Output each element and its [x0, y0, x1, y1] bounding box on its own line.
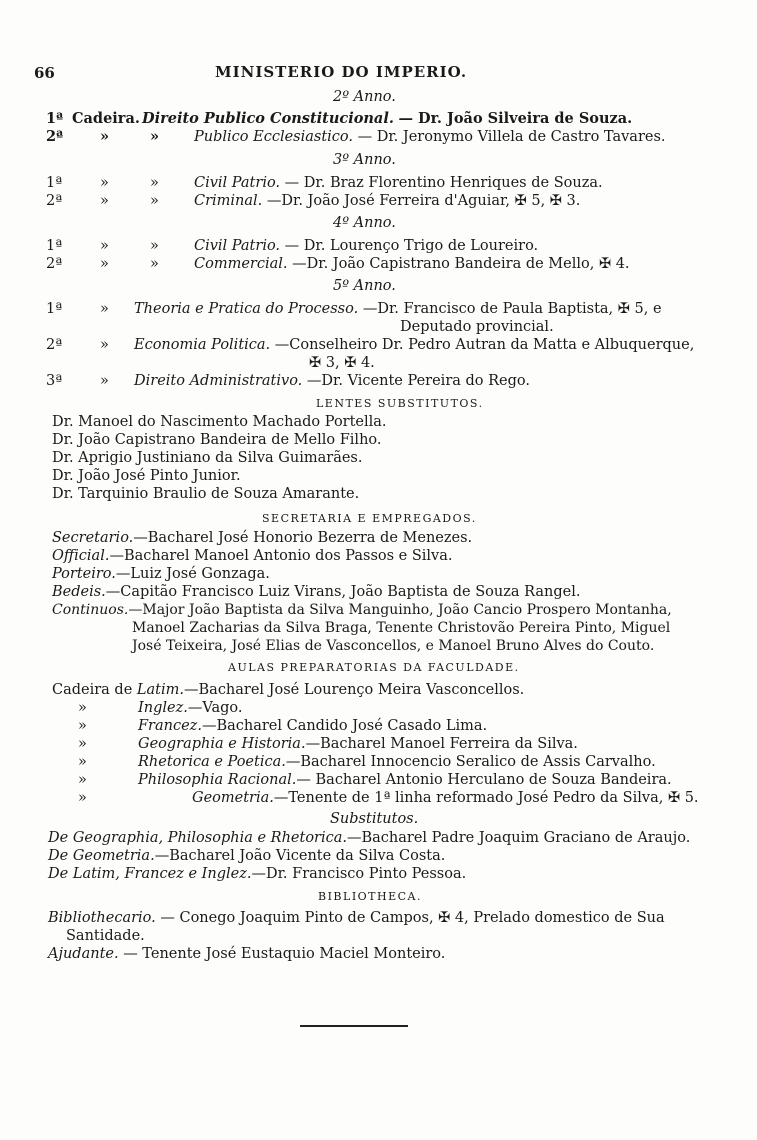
entry-text: —Capitão Francisco Luiz Virans, João Baptista de Souza Rangel.	[105, 584, 581, 600]
entry-text: —Dr. Francisco de Paula Baptista, ✠ 5, e	[362, 301, 662, 317]
subject: Direito Administrativo.	[134, 373, 303, 389]
row-col1: »	[100, 301, 109, 317]
list-item: Dr. João José Pinto Junior.	[52, 468, 241, 484]
subject: Economia Politica.	[134, 337, 271, 353]
row-ord: 2ª	[46, 256, 63, 272]
entry-text: — Bacharel Antonio Herculano de Souza Bandeira.	[296, 772, 672, 788]
entry-text: —Bacharel Manoel Ferreira da Silva.	[305, 736, 578, 752]
subject: Criminal.	[194, 193, 263, 209]
row-col2: »	[150, 256, 159, 272]
list-item	[134, 372, 530, 390]
row-mark: »	[78, 754, 87, 770]
list-item	[52, 681, 524, 699]
row-ord: 1ª	[46, 175, 63, 191]
section-heading-aulas-substitutos: Substitutos.	[330, 811, 419, 827]
row-col2: »	[150, 193, 159, 209]
list-item	[48, 865, 466, 883]
row-col1: »	[100, 256, 109, 272]
subject: Francez.	[138, 718, 202, 734]
list-item	[134, 336, 694, 354]
role: Official.	[52, 548, 110, 564]
continuation-line: Manoel Zacharias da Silva Braga, Tenente Christovão Pereira Pinto, Miguel	[132, 620, 671, 636]
entry-text: — Tenente José Eustaquio Maciel Monteiro.	[118, 946, 446, 962]
continuation-line: ✠ 3, ✠ 4.	[309, 355, 375, 371]
list-item	[134, 300, 662, 318]
row-col1: »	[100, 238, 109, 254]
entry-text: — Dr. Jeronymo Villela de Castro Tavares.	[357, 129, 666, 145]
row-mark: »	[78, 790, 87, 806]
list-item	[52, 583, 581, 601]
role: Porteiro.	[52, 566, 116, 582]
list-item: Dr. Tarquinio Braulio de Souza Amarante.	[52, 486, 360, 502]
entry-text: — Dr. Lourenço Trigo de Loureiro.	[284, 238, 539, 254]
subject: Publico Ecclesiastico.	[194, 129, 353, 145]
list-item	[192, 789, 699, 807]
entry-text: —Dr. João Capistrano Bandeira de Mello, ✠ 4.	[292, 256, 630, 272]
entry-text: — Dr. Braz Florentino Henriques de Souza.	[284, 175, 603, 191]
row-ord: 1ª	[46, 238, 63, 254]
list-item	[194, 237, 538, 255]
end-rule	[300, 1025, 408, 1027]
list-item	[52, 565, 270, 583]
row-col1: »	[100, 337, 109, 353]
row-ord: 2ª	[46, 128, 64, 145]
entry-text: —Major João Baptista da Silva Manguinho, João Cancio Prospero Montanha,	[128, 602, 672, 618]
continuation-line: Santidade.	[66, 928, 145, 944]
list-item	[194, 192, 580, 210]
row-mark: »	[78, 736, 87, 752]
entry-text: —Tenente de 1ª linha reformado José Pedro da Silva, ✠ 5.	[273, 790, 699, 806]
list-item: Dr. João Capistrano Bandeira de Mello Filho.	[52, 432, 382, 448]
entry-text: —Dr. Vicente Pereira do Rego.	[306, 373, 530, 389]
subject: De Geometria.	[48, 848, 155, 864]
role: Bibliothecario.	[48, 910, 156, 926]
subject: Civil Patrio.	[194, 238, 281, 254]
row-col1: Cadeira.	[72, 110, 140, 127]
page-title: MINISTERIO DO IMPERIO.	[215, 63, 468, 81]
list-item	[52, 601, 672, 619]
row-mark: »	[78, 700, 87, 716]
section-heading-anno2: 2º Anno.	[333, 89, 396, 105]
list-item	[194, 128, 666, 146]
entry-text: —Dr. João José Ferreira d'Aguiar, ✠ 5, ✠ 3.	[266, 193, 581, 209]
list-item	[138, 699, 242, 717]
row-prefix: Cadeira de	[52, 682, 133, 698]
role: Ajudante.	[48, 946, 119, 962]
entry-text: —Bacharel João Vicente da Silva Costa.	[154, 848, 446, 864]
subject: Commercial.	[194, 256, 288, 272]
subject: Direito Publico Constitucional.	[142, 110, 394, 127]
list-item	[48, 909, 665, 927]
row-col1: »	[100, 175, 109, 191]
entry-text: —Luiz José Gonzaga.	[115, 566, 270, 582]
subject: Geometria.	[192, 790, 274, 806]
row-col1: »	[100, 373, 109, 389]
subject: De Latim, Francez e Inglez.	[48, 866, 252, 882]
section-heading-secretaria: SECRETARIA E EMPREGADOS.	[262, 512, 477, 525]
list-item	[194, 255, 630, 273]
list-item: Dr. Aprigio Justiniano da Silva Guimarães.	[52, 450, 363, 466]
list-item: Dr. Manoel do Nascimento Machado Portella.	[52, 414, 387, 430]
entry-text: — Dr. João Silveira de Souza.	[398, 110, 633, 127]
role: Bedeis.	[52, 584, 106, 600]
subject: Philosophia Racional.	[138, 772, 297, 788]
entry-text: — Conego Joaquim Pinto de Campos, ✠ 4, Prelado domestico de Sua	[155, 910, 665, 926]
entry-text: —Dr. Francisco Pinto Pessoa.	[251, 866, 467, 882]
subject: Geographia e Historia.	[138, 736, 306, 752]
subject: Inglez.	[138, 700, 188, 716]
page-number: 66	[34, 64, 55, 82]
row-ord: 2ª	[46, 337, 63, 353]
section-heading-substitutos: LENTES SUBSTITUTOS.	[316, 397, 484, 410]
list-item	[194, 174, 603, 192]
entry-text: —Bacharel Manoel Antonio dos Passos e Silva.	[109, 548, 453, 564]
list-item	[52, 529, 472, 547]
entry-text: —Conselheiro Dr. Pedro Autran da Matta e Albuquerque,	[274, 337, 695, 353]
row-ord: 3ª	[46, 373, 63, 389]
row-ord: 2ª	[46, 193, 63, 209]
subject: Latim.	[136, 682, 185, 698]
list-item	[142, 110, 632, 128]
list-item	[138, 753, 656, 771]
subject: De Geographia, Philosophia e Rhetorica.	[48, 830, 347, 846]
entry-text: —Bacharel José Honorio Bezerra de Menezes.	[133, 530, 473, 546]
subject: Rhetorica e Poetica.	[138, 754, 286, 770]
list-item	[48, 829, 690, 847]
row-col1: »	[100, 128, 110, 145]
list-item	[52, 547, 453, 565]
section-heading-anno4: 4º Anno.	[333, 215, 396, 231]
entry-text: —Vago.	[187, 700, 243, 716]
role: Secretario.	[52, 530, 134, 546]
row-col2: »	[150, 175, 159, 191]
subject: Civil Patrio.	[194, 175, 281, 191]
entry-text: —Bacharel Padre Joaquim Graciano de Araujo.	[347, 830, 691, 846]
entry-text: —Bacharel Candido José Casado Lima.	[201, 718, 488, 734]
continuation-line: Deputado provincial.	[400, 319, 554, 335]
section-heading-anno5: 5º Anno.	[333, 278, 396, 294]
continuation-line: José Teixeira, José Elias de Vasconcellos, e Manoel Bruno Alves do Couto.	[132, 638, 655, 654]
row-mark: »	[78, 772, 87, 788]
section-heading-bibliotheca: BIBLIOTHECA.	[318, 890, 422, 903]
section-heading-anno3: 3º Anno.	[333, 152, 396, 168]
list-item	[138, 717, 487, 735]
subject: Theoria e Pratica do Processo.	[134, 301, 359, 317]
row-col1: »	[100, 193, 109, 209]
list-item	[138, 735, 578, 753]
section-heading-aulas: AULAS PREPARATORIAS DA FACULDADE.	[228, 661, 520, 674]
row-mark: »	[78, 718, 87, 734]
row-ord: 1ª	[46, 110, 64, 127]
entry-text: —Bacharel Innocencio Seralico de Assis Carvalho.	[285, 754, 656, 770]
list-item	[48, 945, 445, 963]
list-item	[138, 771, 672, 789]
row-col2: »	[150, 128, 160, 145]
list-item	[48, 847, 445, 865]
row-ord: 1ª	[46, 301, 63, 317]
entry-text: —Bacharel José Lourenço Meira Vasconcellos.	[184, 682, 525, 698]
role: Continuos.	[52, 602, 129, 618]
row-col2: »	[150, 238, 159, 254]
